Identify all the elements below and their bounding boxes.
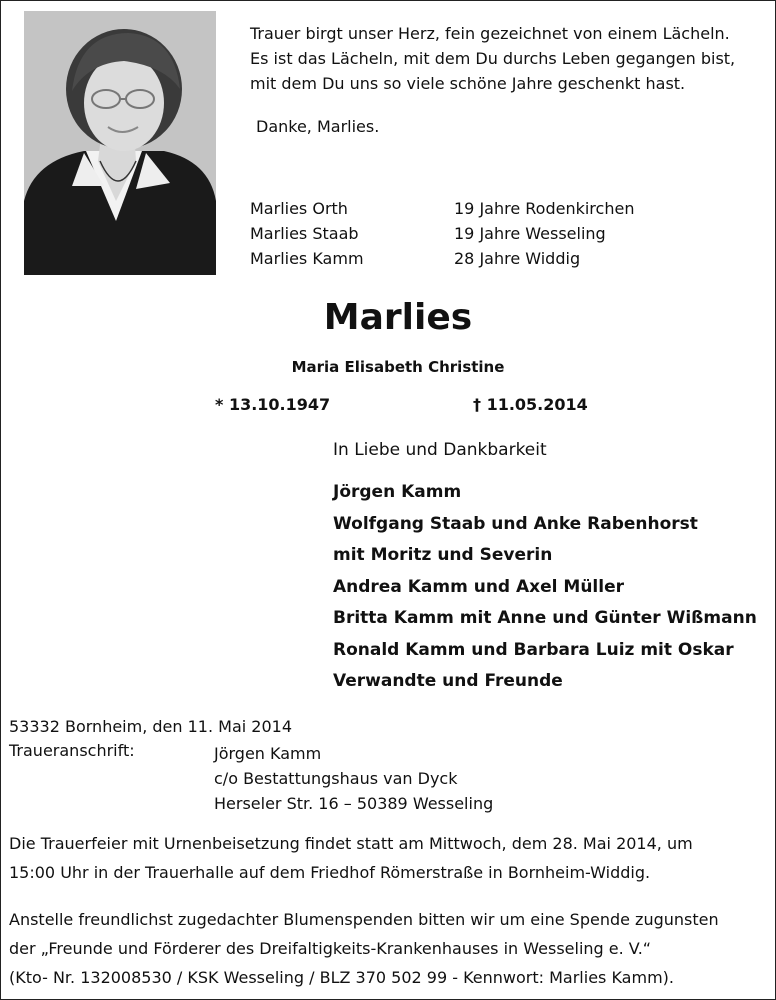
donation-line: Anstelle freundlichst zugedachter Blumenspenden bitten wir um eine Spende zugunsten <box>9 910 719 929</box>
thanks-line: Danke, Marlies. <box>256 117 380 136</box>
place-date: 53332 Bornheim, den 11. Mai 2014 <box>9 717 292 736</box>
portrait-illustration <box>24 11 216 275</box>
love-line: In Liebe und Dankbarkeit <box>333 440 547 460</box>
deceased-given-names: Maria Elisabeth Christine <box>291 358 505 376</box>
years-cell: 28 Jahre Widdig <box>454 249 581 268</box>
poem-line: Trauer birgt unser Herz, fein gezeichnet von einem Lächeln. <box>250 24 730 43</box>
name-cell: Marlies Staab <box>250 224 359 243</box>
mourner-line: Britta Kamm mit Anne und Günter Wißmann <box>333 608 757 628</box>
names-row <box>250 246 634 271</box>
address-line: Jörgen Kamm <box>214 744 322 763</box>
mourner-line: mit Moritz und Severin <box>333 545 553 565</box>
mourners-list <box>333 477 757 698</box>
mourner-line: Verwandte und Freunde <box>333 671 563 691</box>
poem-line: mit dem Du uns so viele schöne Jahre geschenkt hast. <box>250 74 686 93</box>
funeral-line: 15:00 Uhr in der Trauerhalle auf dem Friedhof Römerstraße in Bornheim-Widdig. <box>9 863 651 882</box>
funeral-line: Die Trauerfeier mit Urnenbeisetzung findet statt am Mittwoch, dem 28. Mai 2014, um <box>9 834 693 853</box>
names-row <box>250 196 634 221</box>
names-row <box>250 221 634 246</box>
address-label: Traueranschrift: <box>9 741 135 760</box>
donation-line: (Kto- Nr. 132008530 / KSK Wesseling / BLZ 370 502 99 - Kennwort: Marlies Kamm). <box>9 968 674 987</box>
poem <box>250 21 735 96</box>
poem-line: Es ist das Lächeln, mit dem Du durchs Leben gegangen bist, <box>250 49 736 68</box>
years-cell: 19 Jahre Wesseling <box>454 224 606 243</box>
funeral-info <box>9 829 693 887</box>
donation-info <box>9 905 719 992</box>
name-cell: Marlies Orth <box>250 199 348 218</box>
years-cell: 19 Jahre Rodenkirchen <box>454 199 635 218</box>
name-cell: Marlies Kamm <box>250 249 364 268</box>
portrait-photo <box>24 11 216 275</box>
deceased-first-name: Marlies <box>323 297 473 338</box>
donation-line: der „Freunde und Förderer des Dreifaltigkeits-Krankenhauses in Wesseling e. V.“ <box>9 939 652 958</box>
mourning-address <box>214 741 493 816</box>
address-line: c/o Bestattungshaus van Dyck <box>214 769 458 788</box>
mourner-line: Ronald Kamm und Barbara Luiz mit Oskar <box>333 639 734 660</box>
mourner-line: Jörgen Kamm <box>333 482 462 502</box>
address-line: Herseler Str. 16 – 50389 Wesseling <box>214 794 494 813</box>
mourner-line: Andrea Kamm und Axel Müller <box>333 576 625 597</box>
death-date: † 11.05.2014 <box>473 395 588 414</box>
names-table <box>250 196 634 271</box>
mourner-line: Wolfgang Staab und Anke Rabenhorst <box>333 513 698 534</box>
birth-date: * 13.10.1947 <box>215 395 331 414</box>
